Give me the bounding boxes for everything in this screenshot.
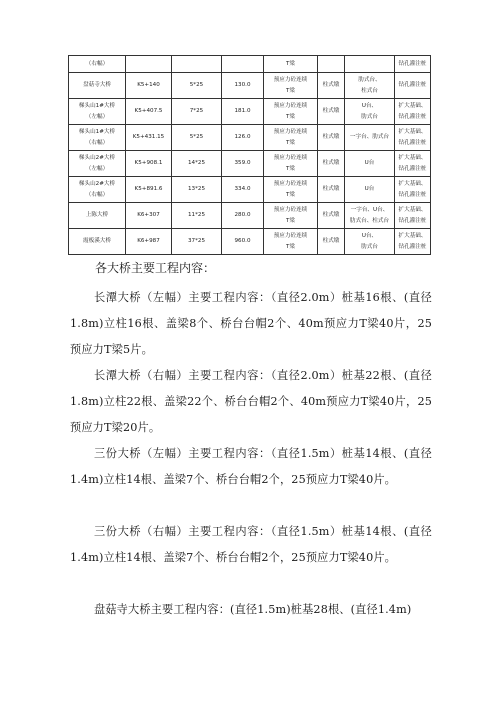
table-cell-name [69,125,126,151]
table-cell-abutment [345,229,395,255]
cell-line: 扩大基础、 [398,206,427,213]
table-cell-name [69,99,126,125]
cell-line: 钻孔灌注桩 [398,165,427,172]
table-cell-superstructure [264,177,318,203]
table-row [69,125,431,151]
table-cell [126,56,172,73]
cell-line: 预应力砼连续 [273,206,308,213]
table-cell-station: K6+987 [126,229,172,255]
table-cell-pier: 柱式墩 [318,151,345,177]
table-cell-abutment [345,73,395,99]
table-cell-pier: 柱式墩 [318,99,345,125]
table-cell-foundation [395,229,431,255]
table-cell-superstructure [264,203,318,229]
cell-line: 预应力砼连续 [273,232,308,239]
cell-line: 梯头山2#大桥 [78,154,116,161]
paragraph: 长潭大桥（左幅）主要工程内容：（直径2.0m）桩基16根、(直径1.8m)立柱16根、盖梁8个、桥台台帽2个、40m预应力T梁40片，25预应力T梁5片。 [70,291,432,356]
table-cell [172,56,222,73]
table-cell-pier: 柱式墩 [318,203,345,229]
cell-line: U台、 [361,102,378,109]
table-cell-station: K5+908.1 [126,151,172,177]
cell-line: 预应力砼连续 [273,154,308,161]
table-cell-station: K6+307 [126,203,172,229]
table-cell-abutment [345,99,395,125]
cell-line: （左幅） [85,165,109,172]
table-cell-span: 5*25 [172,125,222,151]
cell-line: U台、 [361,232,378,239]
table-cell-foundation [395,203,431,229]
table-cell-superstructure [264,229,318,255]
table-cell-name [69,203,126,229]
table-cell-span: 37*25 [172,229,222,255]
table-cell-foundation [395,99,431,125]
cell-line: 钻孔灌注桩 [398,217,427,224]
table-cell: 钻孔灌注桩 [395,56,431,73]
table-cell-pier: 柱式墩 [318,125,345,151]
cell-line: T梁 [285,165,295,172]
cell-line: 肋式台、 [358,76,381,83]
cell-line: 预应力砼连续 [273,180,308,187]
cell-line: 钻孔灌注桩 [398,191,427,198]
table-cell-name [69,177,126,203]
table-cell-length: 359.0 [222,151,264,177]
cell-line: 扩大基础、 [398,128,427,135]
table-cell-superstructure [264,73,318,99]
cell-line: （右幅） [85,191,109,198]
cell-line: T梁 [285,217,295,224]
table-row [69,177,431,203]
table-cell: T梁 [264,56,318,73]
table-cell-span: 14*25 [172,151,222,177]
bridge-table [68,55,431,255]
cell-line: 钻孔灌注桩 [398,139,427,146]
cell-line: 一字台、U台、 [350,206,389,213]
table-cell-superstructure [264,151,318,177]
cell-line: 预应力砼连续 [273,128,308,135]
table-cell-abutment [345,177,395,203]
paragraph: 三份大桥（右幅）主要工程内容：（直径1.5m）桩基14根、(直径1.4m)立柱14根、盖梁7个、桥台台帽2个，25预应力T梁40片。 [70,525,432,564]
cell-line: 预应力砼连续 [273,102,308,109]
table-cell-span: 13*25 [172,177,222,203]
table-cell-abutment [345,125,395,151]
table-row [69,229,431,255]
table-cell-superstructure [264,125,318,151]
table-cell-length: 334.0 [222,177,264,203]
table-row [69,99,431,125]
cell-line: U台 [364,160,375,166]
table-cell-superstructure [264,99,318,125]
cell-line: 霞板溪大桥 [83,238,111,244]
cell-line: （左幅） [85,113,109,120]
table-cell-station: K5+431.15 [126,125,172,151]
cell-line: T梁 [285,243,295,250]
table-cell-span: 11*25 [172,203,222,229]
table-cell-length: 181.0 [222,99,264,125]
table-cell-length: 960.0 [222,229,264,255]
table-cell-span: 7*25 [172,99,222,125]
table-cell-span: 5*25 [172,73,222,99]
table-cell: （右幅） [69,56,126,73]
table-row [69,203,431,229]
cell-line: 一字台、肋式台 [349,134,390,140]
table-cell-foundation [395,73,431,99]
table-cell-station: K5+140 [126,73,172,99]
cell-line: 上陈大桥 [85,212,109,218]
cell-line: （右幅） [85,139,109,146]
cell-line: 扩大基础、 [398,180,427,187]
paragraph: 长潭大桥（右幅）主要工程内容：（直径2.0m）桩基22根、(直径1.8m)立柱22根、盖梁22个、桥台台帽2个、40m预应力T梁40片，25预应力T梁20片。 [70,369,432,434]
table-row [69,56,431,73]
table-cell-length: 126.0 [222,125,264,151]
cell-line: 钻孔灌注桩 [398,82,427,88]
cell-line: 钻孔灌注桩 [398,243,427,250]
table-cell-foundation [395,177,431,203]
table-cell-abutment [345,203,395,229]
table-cell-name [69,151,126,177]
table-cell [345,56,395,73]
table-cell-length: 130.0 [222,73,264,99]
cell-line: 柱式台 [361,87,378,94]
cell-line: T梁 [285,87,295,94]
table-cell [318,56,345,73]
table-cell-station: K5+407.5 [126,99,172,125]
cell-line: 肋式台、柱式台 [349,217,390,224]
cell-line: 梯头山2#大桥 [78,180,116,187]
table-cell-abutment [345,151,395,177]
table-cell-pier: 柱式墩 [318,229,345,255]
table-cell-length: 280.0 [222,203,264,229]
table-cell-name [69,73,126,99]
table-row [69,151,431,177]
table-row [69,73,431,99]
cell-line: T梁 [285,191,295,198]
paragraph: 盘菇寺大桥主要工程内容：(直径1.5m)桩基28根、(直径1.4m) [94,603,412,616]
cell-line: T梁 [285,139,295,146]
bridge-table-body [69,56,431,255]
table-cell-pier: 柱式墩 [318,73,345,99]
table-cell [222,56,264,73]
cell-line: 肋式台 [361,243,378,250]
table-cell-pier: 柱式墩 [318,177,345,203]
cell-line: 扩大基础、 [398,102,427,109]
paragraph: 三份大桥（左幅）主要工程内容：（直径1.5m）桩基14根、(直径1.4m)立柱14根、盖梁7个、桥台台帽2个，25预应力T梁40片。 [70,447,432,486]
cell-line: 肋式台 [361,113,378,120]
cell-line: 梯头山1#大桥 [78,128,116,135]
cell-line: 扩大基础、 [398,154,427,161]
cell-line: U台 [364,186,375,192]
section-heading: 各大桥主要工程内容： [95,261,216,275]
cell-line: 盘菇寺大桥 [83,82,111,88]
table-cell-foundation [395,125,431,151]
cell-line: 预应力砼连续 [273,76,308,83]
cell-line: T梁 [285,113,295,120]
cell-line: 梯头山1#大桥 [78,102,116,109]
table-cell-foundation [395,151,431,177]
table-cell-name [69,229,126,255]
table-cell-station: K5+891.6 [126,177,172,203]
cell-line: 扩大基础、 [398,232,427,239]
cell-line: 钻孔灌注桩 [398,113,427,120]
